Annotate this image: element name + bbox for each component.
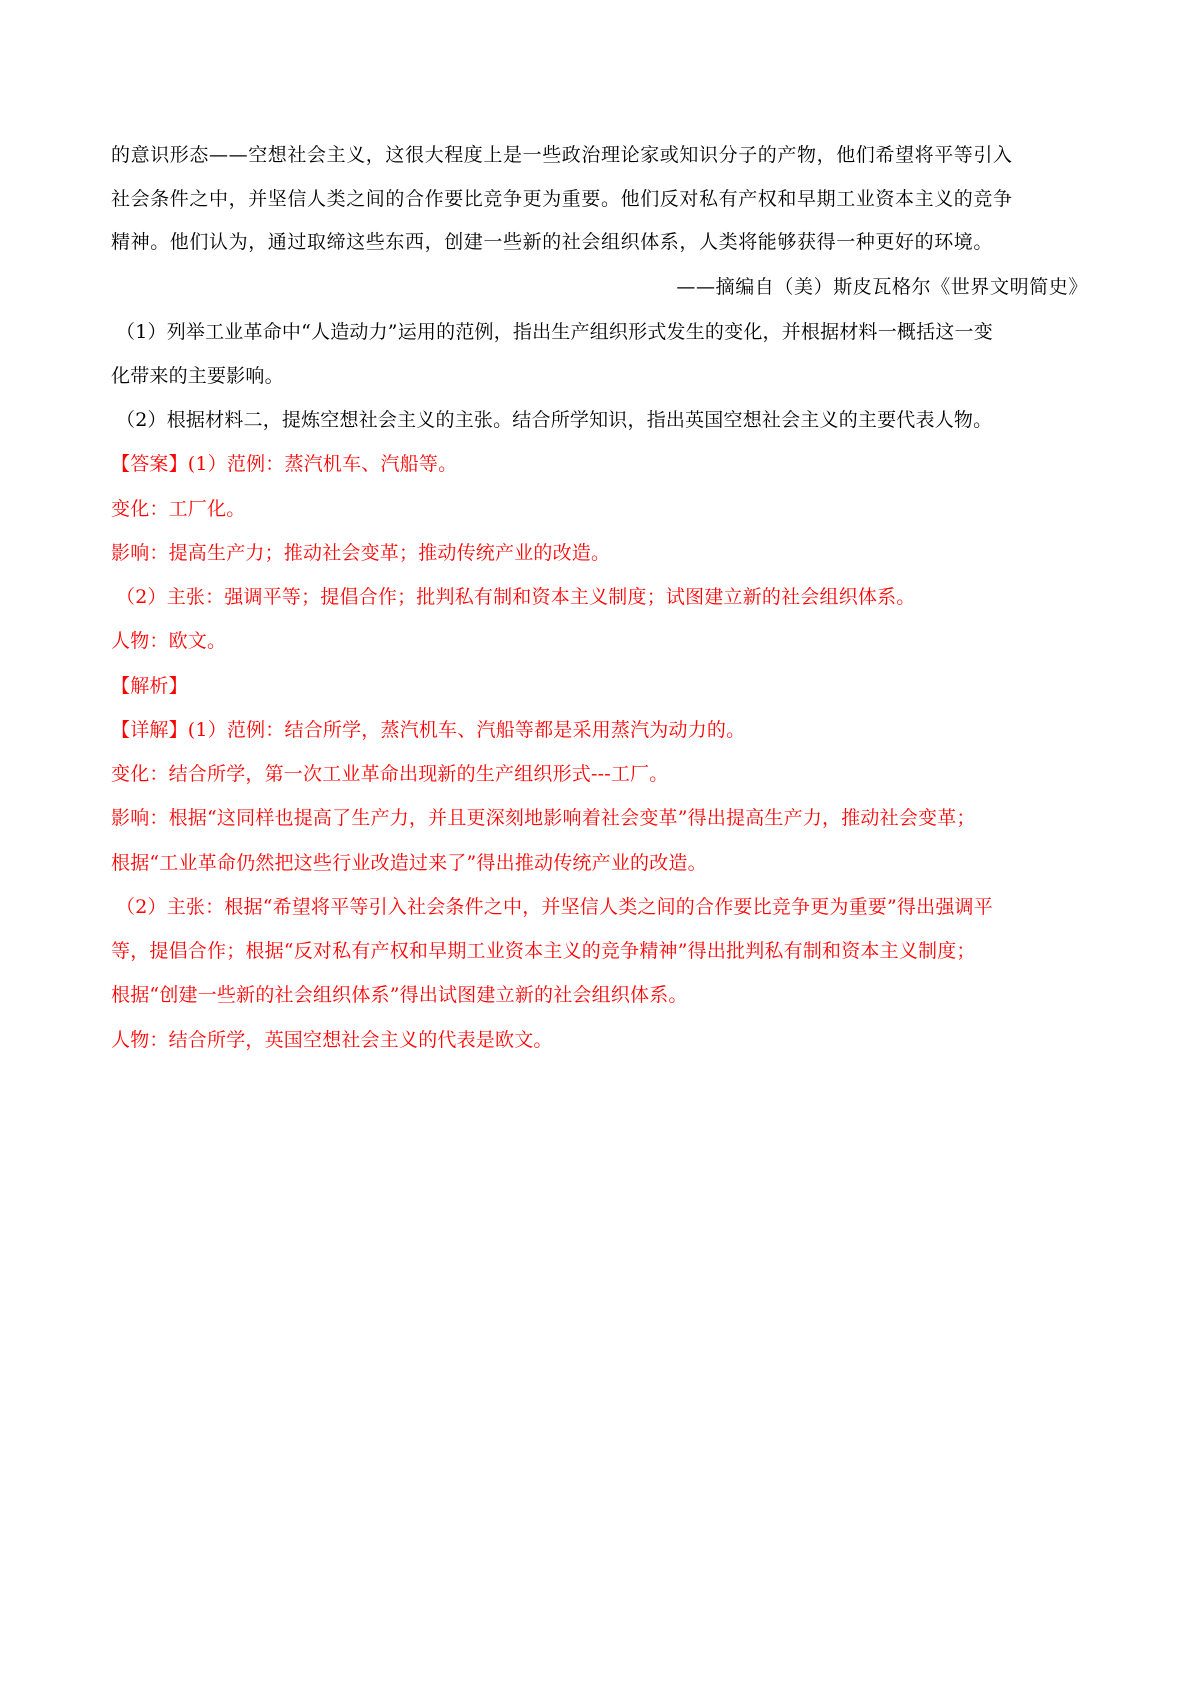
analysis-line-5: （2）主张：根据“希望将平等引入社会条件之中，并坚信人类之间的合作要比竞争更为重要”得出强调平 [116,896,993,918]
analysis-line-6: 等，提倡合作；根据“反对私有产权和早期工业资本主义的竞争精神”得出批判私有制和资本主义制度； [111,940,976,962]
analysis-line-2: 变化：结合所学，第一次工业革命出现新的生产组织形式---工厂。 [111,763,669,785]
answer-line-1: 【答案】(1）范例：蒸汽机车、汽船等。 [111,453,458,475]
analysis-line-4: 根据“工业革命仍然把这些行业改造过来了”得出推动传统产业的改造。 [111,852,707,874]
analysis-line-8: 人物：结合所学，英国空想社会主义的代表是欧文。 [111,1029,553,1051]
question-2: （2）根据材料二，提炼空想社会主义的主张。结合所学知识，指出英国空想社会主义的主要代表人物。 [116,409,993,431]
answer-line-2: 变化：工厂化。 [111,498,246,520]
analysis-line-1: 【详解】(1）范例：结合所学，蒸汽机车、汽船等都是采用蒸汽为动力的。 [111,719,746,741]
analysis-heading: 【解析】 [111,675,188,697]
analysis-line-7: 根据“创建一些新的社会组织体系”得出试图建立新的社会组织体系。 [111,984,688,1006]
material-line-1: 的意识形态——空想社会主义，这很大程度上是一些政治理论家或知识分子的产物，他们希望将平等引入 [111,144,1013,166]
question-1-line-1: （1）列举工业革命中“人造动力”运用的范例，指出生产组织形式发生的变化，并根据材料一概括这一变 [116,321,993,343]
answer-line-3: 影响：提高生产力；推动社会变革；推动传统产业的改造。 [111,542,611,564]
question-1-line-2: 化带来的主要影响。 [111,365,284,387]
material-source: ——摘编自（美）斯皮瓦格尔《世界文明简史》 [676,276,1088,298]
answer-line-5: 人物：欧文。 [111,630,227,652]
material-line-3: 精神。他们认为，通过取缔这些东西，创建一些新的社会组织体系，人类将能够获得一种更好的环境。 [111,231,994,253]
material-line-2: 社会条件之中，并坚信人类之间的合作要比竞争更为重要。他们反对私有产权和早期工业资本主义的竞争 [111,188,1013,210]
analysis-line-3: 影响：根据“这同样也提高了生产力，并且更深刻地影响着社会变革”得出提高生产力，推动社会变革； [111,807,976,829]
answer-line-4: （2）主张：强调平等；提倡合作；批判私有制和资本主义制度；试图建立新的社会组织体系。 [116,586,916,608]
